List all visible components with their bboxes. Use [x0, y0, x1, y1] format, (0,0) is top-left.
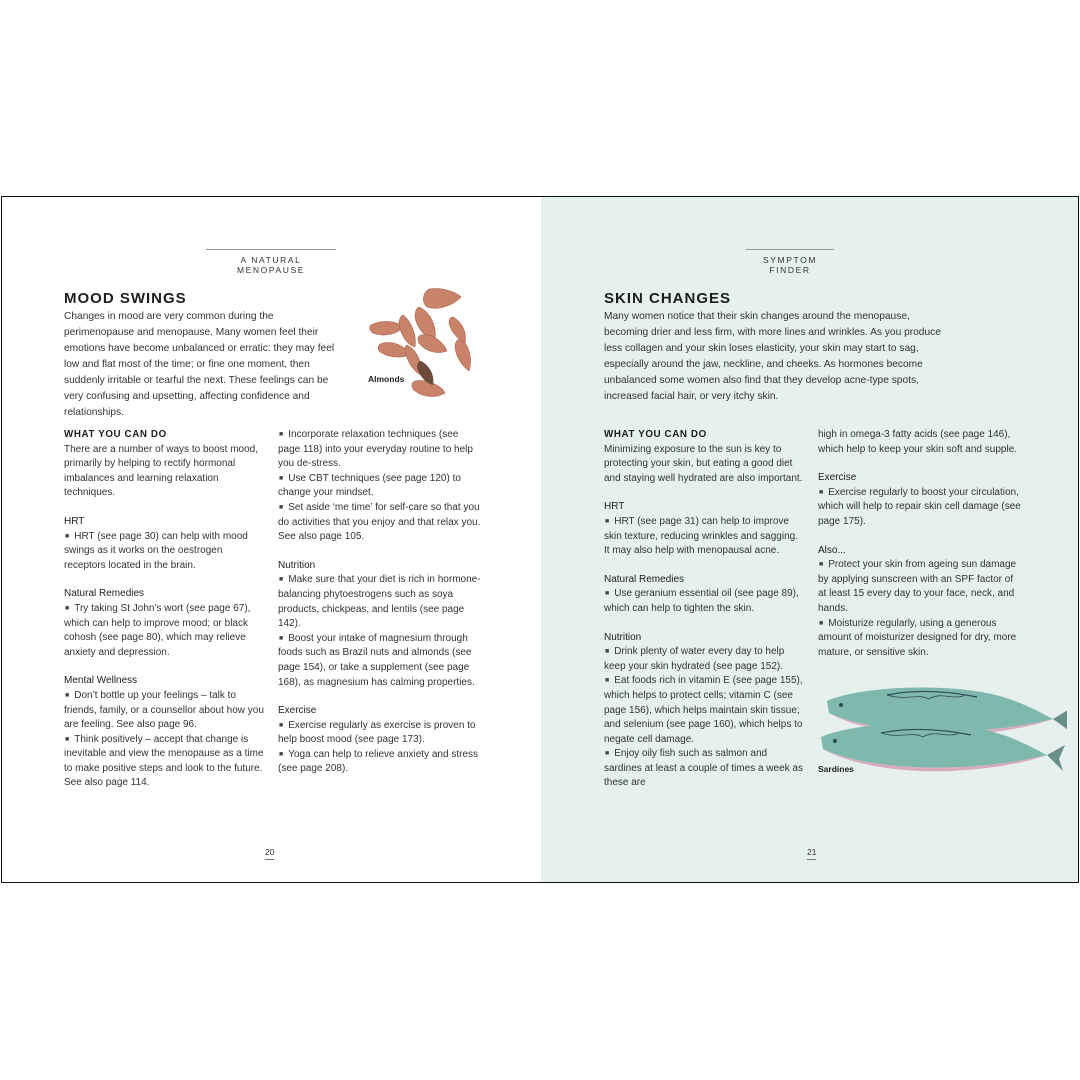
list-item: ■ Don’t bottle up your feelings – talk to friends, family, or a counsellor about how you are feeling. See also page 96.: [64, 689, 264, 731]
right-page: [541, 197, 1078, 882]
bullet-icon: ■: [279, 721, 284, 729]
list-item: ■ Try taking St John’s wort (see page 67), which can help to improve mood; or black cohosh (see page 80), which may relieve anxiety and depression.: [64, 602, 251, 658]
almond-1: [423, 289, 461, 309]
mood-swings-title: MOOD SWINGS: [64, 290, 187, 307]
skin-changes-title: SKIN CHANGES: [604, 290, 732, 307]
almonds-caption: Almonds: [368, 374, 405, 384]
list-item: ■ Use geranium essential oil (see page 89), which can help to tighten the skin.: [604, 588, 799, 614]
bullet-icon: ■: [279, 634, 284, 642]
bullet-icon: ■: [605, 677, 610, 685]
bullet-icon: ■: [819, 488, 824, 496]
list-item: ■ Exercise regularly as exercise is proven to help boost mood (see page 173).: [278, 719, 476, 746]
book-spread: [1, 196, 1079, 883]
right-column-1: [604, 428, 804, 791]
right-running-head: SYMPTOM FINDER: [746, 249, 834, 275]
mood-swings-intro: Changes in mood are very common during the perimenopause and menopause. Many women feel their emotions have become unbalanced or erratic: they may feel low and flat most of the time; or fine one moment, then suddenly irritable or tearful the next. These feelings can be very confusing and upsetting, affecting confidence and relationships.: [64, 311, 335, 418]
bullet-icon: ■: [279, 503, 284, 511]
skin-changes-intro: Many women notice that their skin changes around the menopause, becoming drier and less firm, with more lines and wrinkles. As you produce less collagen and your skin loses elasticity, your skin may start to sag, especially around the jaw, neckline, and cheeks. As hormones become unbalanced some women also find that they develop acne-type spots, increased facial hair, or very itchy skin.: [604, 311, 941, 402]
left-page-number: 20: [265, 847, 274, 860]
bullet-icon: ■: [605, 750, 610, 758]
natural-remedies-heading: Natural Remedies: [604, 573, 685, 585]
left-column-2: [278, 428, 483, 777]
bullet-icon: ■: [279, 750, 284, 758]
almond-5: [399, 315, 415, 347]
also-heading: Also...: [818, 544, 846, 556]
mental-wellness-heading: Mental Wellness: [64, 675, 138, 687]
bullet-icon: ■: [279, 474, 284, 482]
sardine-bottom: [821, 723, 1065, 771]
what-you-can-do-heading: WHAT YOU CAN DO: [64, 429, 167, 440]
what-you-can-do-heading: WHAT YOU CAN DO: [604, 429, 707, 440]
list-item: ■ HRT (see page 31) can help to improve skin texture, reducing wrinkles and sagging. It may also help with menopausal acne.: [604, 515, 798, 557]
exercise-heading: Exercise: [818, 472, 857, 484]
bullet-icon: ■: [819, 561, 824, 569]
list-item: ■ Enjoy oily fish such as salmon and sardines at least a couple of times a week as these are: [604, 748, 803, 789]
hrt-heading: HRT: [604, 501, 625, 513]
list-item: ■ Eat foods rich in vitamin E (see page 155), which helps to protect cells; vitamin C (see page 156), which helps maintain skin tissue; and selenium (see page 160), which helps to negate cell damage.: [604, 675, 803, 745]
bullet-icon: ■: [279, 431, 284, 438]
right-page-number: 21: [807, 847, 816, 860]
list-item: ■ Set aside ‘me time’ for self-care so that you do activities that you enjoy and that relax you. See also page 105.: [278, 501, 481, 543]
list-item: ■ Make sure that your diet is rich in hormone-balancing phytoestrogens such as soya products, chickpeas, and lentils (see page 142).: [278, 574, 481, 630]
list-item: ■ Yoga can help to relieve anxiety and stress (see page 208).: [278, 748, 478, 775]
list-item: ■ HRT (see page 30) can help with mood swings as it works on the oestrogen receptors located in the brain.: [64, 530, 248, 571]
bullet-icon: ■: [65, 604, 70, 612]
left-column-1: [64, 428, 266, 791]
hrt-heading: HRT: [64, 515, 85, 527]
sardines-caption: Sardines: [818, 764, 854, 774]
list-item: ■ Incorporate relaxation techniques (see page 118) into your everyday routine to help you de-stress.: [278, 429, 473, 470]
nutrition-heading: Nutrition: [604, 631, 642, 643]
list-item: ■ Use CBT techniques (see page 120) to change your mindset.: [278, 472, 461, 499]
almond-7: [455, 339, 471, 371]
left-running-head: A NATURAL MENOPAUSE: [206, 249, 336, 275]
natural-remedies-heading: Natural Remedies: [64, 588, 145, 600]
almond-6: [418, 335, 447, 353]
exercise-heading: Exercise: [278, 705, 317, 717]
almond-2: [415, 307, 435, 339]
bullet-icon: ■: [65, 735, 70, 743]
almond-8: [449, 317, 466, 343]
bullet-icon: ■: [605, 648, 610, 656]
what-you-can-do-text: Minimizing exposure to the sun is key to protecting your skin, but eating a good diet and staying well hydrated are also important.: [604, 443, 803, 484]
bullet-icon: ■: [279, 576, 284, 584]
list-item: ■ Think positively – accept that change is inevitable and view the menopause as a time to make positive steps and look to the future. See also page 114.: [64, 733, 264, 789]
list-item: ■ Exercise regularly to boost your circulation, which will help to repair skin cell damage (see page 175).: [818, 486, 1021, 527]
list-item: ■ Boost your intake of magnesium through foods such as Brazil nuts and almonds (see page 154), or take a supplement (see page 168), as magnesium has calming properties.: [278, 632, 475, 688]
sardines-illustration: [817, 683, 1067, 778]
bullet-icon: ■: [605, 517, 610, 525]
what-you-can-do-text: There are a number of ways to boost mood, primarily by helping to rectify hormonal imbalances and learning relaxation techniques.: [64, 443, 258, 499]
nutrition-heading: Nutrition: [278, 559, 316, 571]
list-item: ■ Protect your skin from ageing sun damage by applying sunscreen with an SPF factor of at least 15 every day to your face, neck, and hands.: [818, 559, 1017, 614]
almond-4: [378, 343, 409, 357]
bullet-icon: ■: [605, 590, 610, 598]
list-item: ■ Drink plenty of water every day to help keep your skin hydrated (see page 152).: [604, 646, 785, 672]
bullet-icon: ■: [65, 691, 70, 699]
right-column-2: [818, 428, 1023, 660]
continued-text: high in omega-3 fatty acids (see page 146), which help to keep your skin soft and supple.: [818, 429, 1018, 455]
bullet-icon: ■: [65, 532, 70, 540]
bullet-icon: ■: [819, 619, 824, 627]
almonds-illustration: [357, 285, 487, 410]
list-item: ■ Moisturize regularly, using a generous amount of moisturizer designed for dry, more mature, or sensitive skin.: [818, 617, 1017, 658]
left-page: [2, 197, 541, 882]
almond-3: [370, 321, 403, 335]
